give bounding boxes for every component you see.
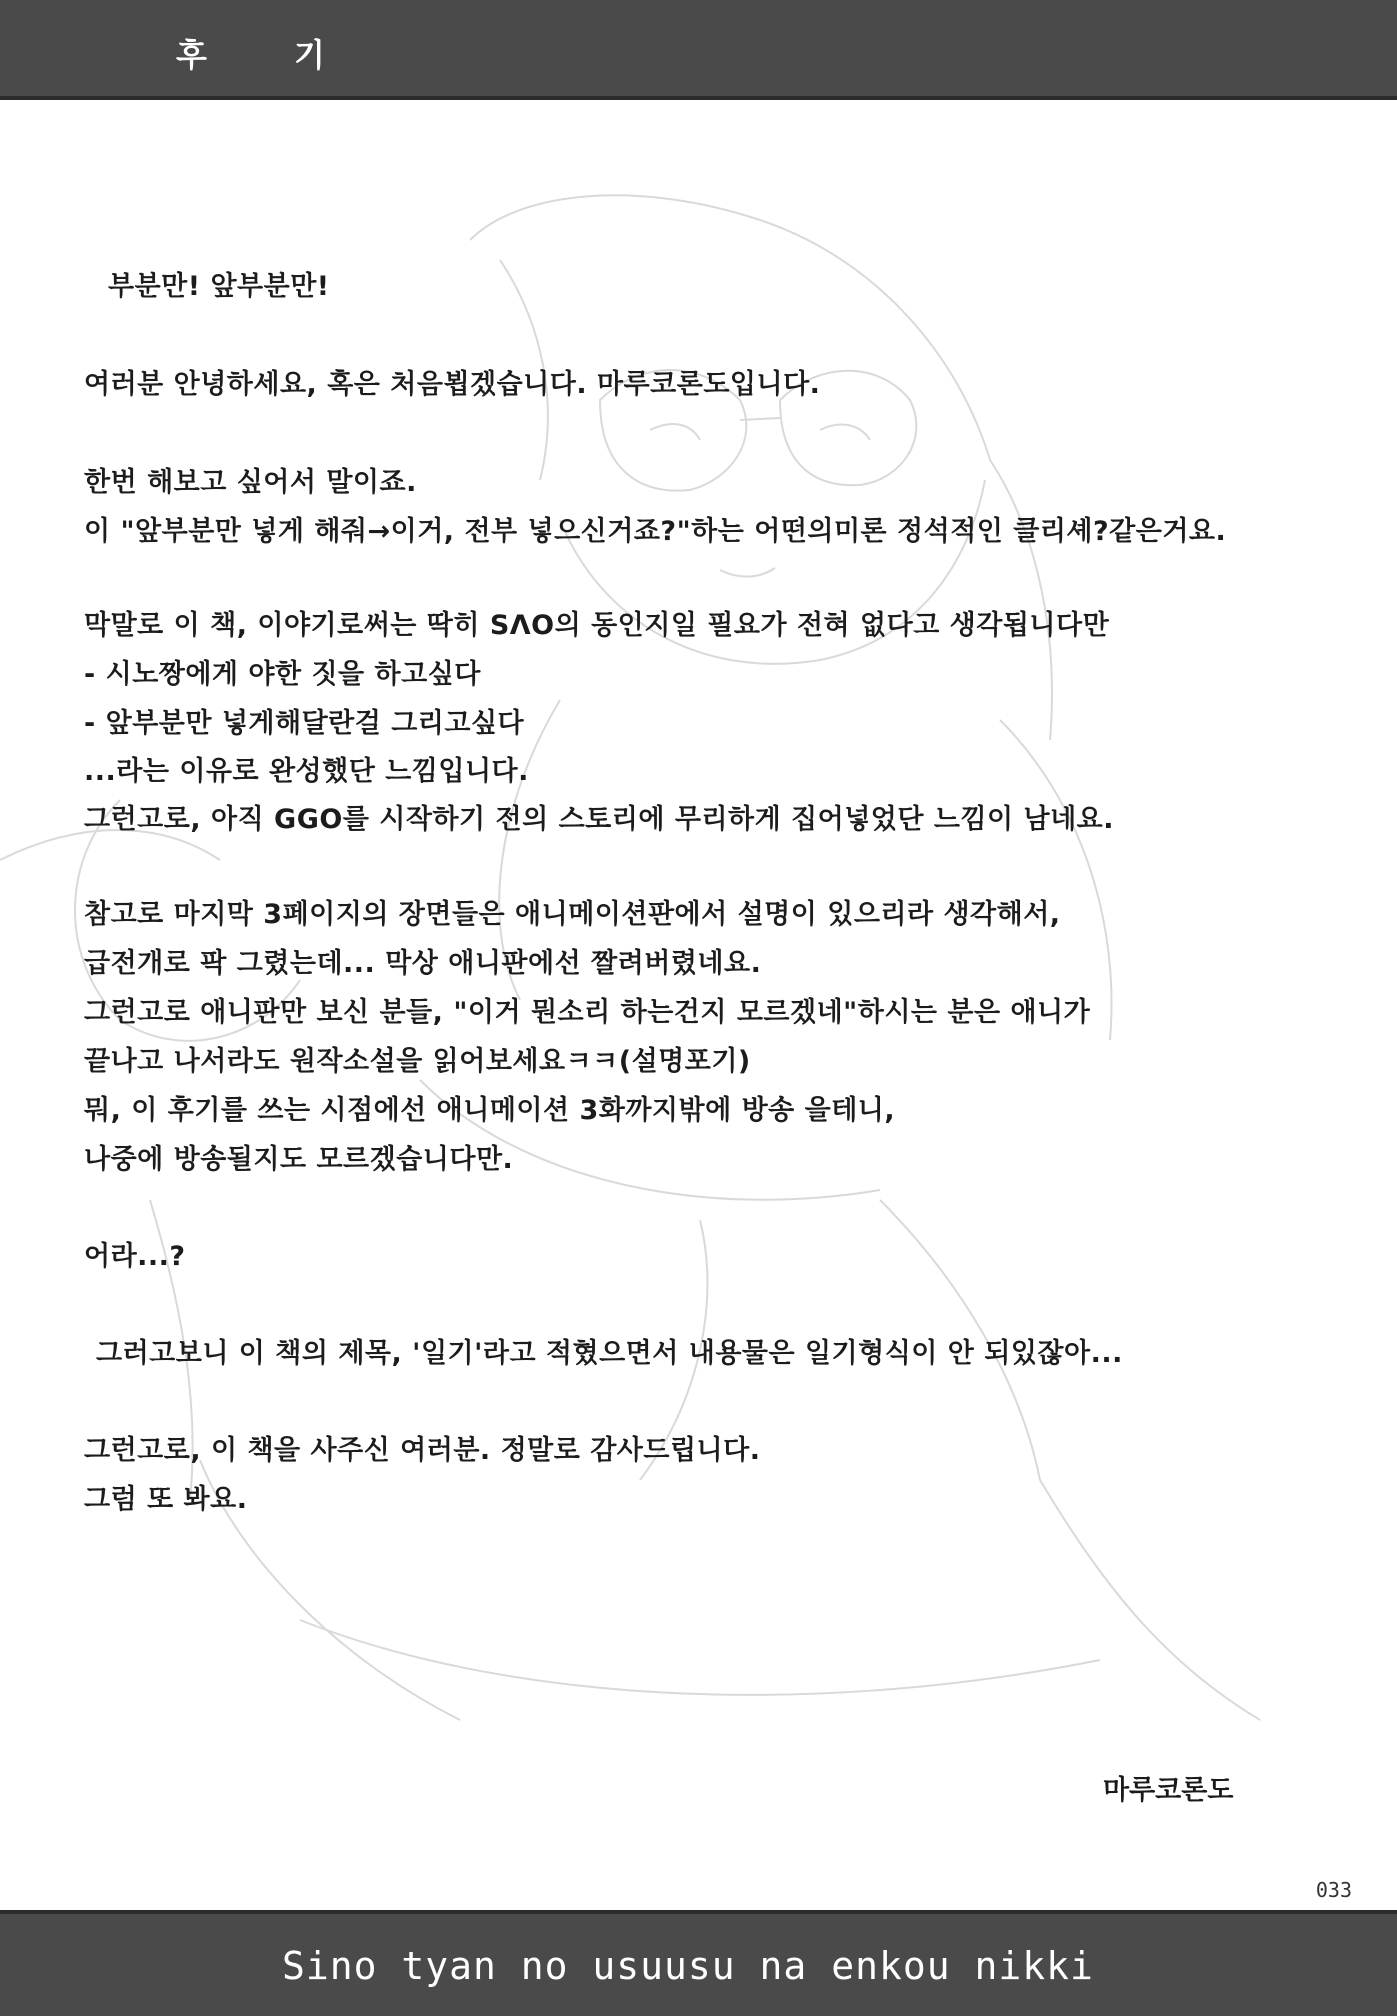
- text-line: 나중에 방송될지도 모르겠습니다만.: [84, 1144, 514, 1175]
- page-number: 033: [1315, 1878, 1352, 1902]
- text-line: ...라는 이유로 완성했단 느낌입니다.: [84, 756, 529, 787]
- text-line: 그런고로 애니판만 보신 분들, "이거 뭔소리 하는건지 모르겠네"하시는 분은 애니가: [84, 997, 1091, 1028]
- text-line: 막말로 이 책, 이야기로써는 딱히 SΛO의 동인지일 필요가 전혀 없다고 생각됩니다만: [84, 610, 1110, 641]
- text-line: 그런고로, 이 책을 사주신 여러분. 정말로 감사드립니다.: [84, 1435, 761, 1466]
- text-line: - 앞부분만 넣게해달란걸 그리고싶다: [84, 708, 525, 739]
- text-line: 급전개로 팍 그렸는데... 막상 애니판에선 짤려버렸네요.: [84, 948, 762, 979]
- book-title: Sino tyan no usuusu na enkou nikki: [282, 1944, 1094, 1988]
- page-title: 후 기: [176, 36, 363, 74]
- text-line: - 시노짱에게 야한 짓을 하고싶다: [84, 659, 481, 690]
- text-line: 어라...?: [84, 1241, 186, 1272]
- text-line: 여러분 안녕하세요, 혹은 처음뵙겠습니다. 마루코론도입니다.: [84, 369, 821, 400]
- footer-bar: [0, 1910, 1397, 2016]
- text-line: 이 "앞부분만 넣게 해줘→이거, 전부 넣으신거죠?"하는 어떤의미론 정석적인 클리셰?같은거요.: [84, 516, 1227, 547]
- text-line: 그러고보니 이 책의 제목, '일기'라고 적혔으면서 내용물은 일기형식이 안 되있잖아...: [96, 1338, 1123, 1369]
- text-line: 참고로 마지막 3페이지의 장면들은 애니메이션판에서 설명이 있으리라 생각해서,: [84, 899, 1061, 930]
- text-line: 끝나고 나서라도 원작소설을 읽어보세요ㅋㅋ(설명포기): [84, 1046, 751, 1077]
- author-signature: 마루코론도: [1103, 1775, 1234, 1806]
- text-line: 한번 해보고 싶어서 말이죠.: [84, 467, 417, 498]
- text-line: 그런고로, 아직 GGO를 시작하기 전의 스토리에 무리하게 집어넣었단 느낌이 남네요.: [84, 804, 1115, 835]
- text-line: 뭐, 이 후기를 쓰는 시점에선 애니메이션 3화까지밖에 방송 을테니,: [84, 1095, 896, 1126]
- text-line: 부분만! 앞부분만!: [108, 271, 330, 302]
- text-line: 그럼 또 봐요.: [84, 1484, 248, 1515]
